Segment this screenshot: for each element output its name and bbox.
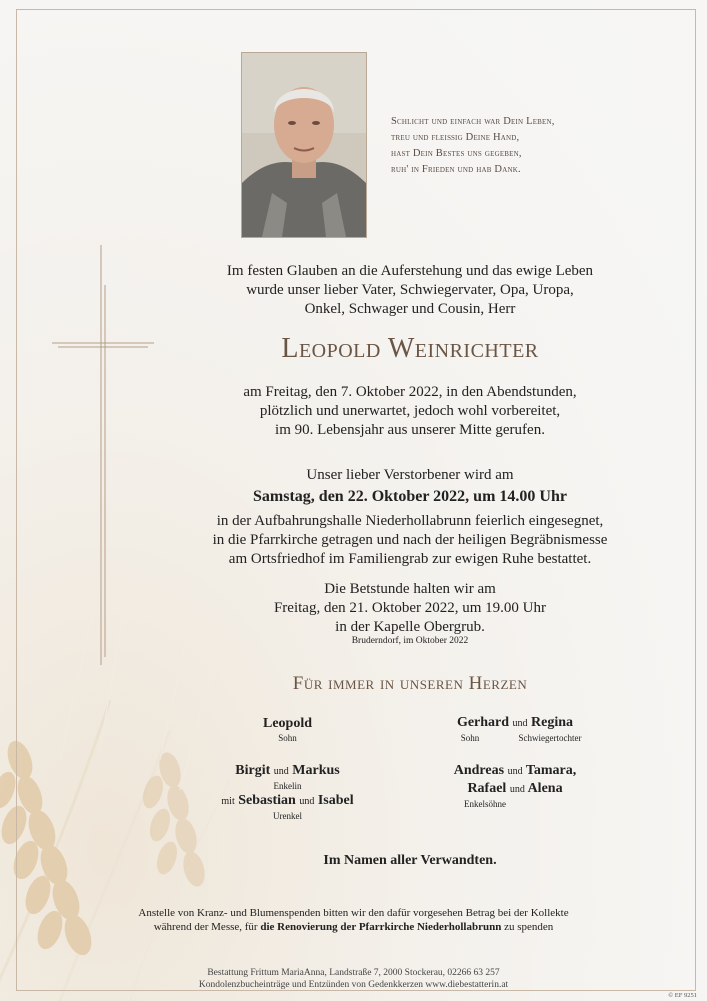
family-name: Leopold	[262, 716, 312, 731]
portrait-image	[242, 53, 366, 237]
prayer-line: in der Kapelle Obergrub.	[335, 619, 485, 635]
section-heading: Für immer in unseren Herzen	[292, 673, 528, 694]
poem-line: treu und fleißig Deine Hand,	[391, 132, 520, 143]
donation-line: Anstelle von Kranz- und Blumenspenden bitten wir den dafür vorgesehen Betrag bei der Kollekte	[138, 907, 569, 919]
portrait-photo	[241, 52, 367, 238]
deceased-name: Leopold Weinrichter	[281, 333, 539, 364]
relation-label: Enkelsöhne	[464, 799, 506, 809]
conjunction: und	[273, 766, 289, 777]
funeral-date: Samstag, den 22. Oktober 2022, um 14.00 Uhr	[253, 488, 567, 505]
prayer-text	[160, 580, 660, 637]
prayer-line: Die Betstunde halten wir am	[324, 581, 496, 597]
relation-label: Sohn	[278, 733, 297, 743]
family-name: Markus	[292, 763, 340, 778]
death-line: plötzlich und unerwartet, jedoch wohl vorbereitet,	[259, 403, 561, 419]
condolence-link: Kondolenzbucheinträge und Entzünden von Gedenkkerzen www.diebestatterin.at	[198, 980, 509, 990]
relation-label: Schwiegertochter	[518, 733, 582, 743]
intro-line: wurde unser lieber Vater, Schwiegervater, Opa, Uropa,	[246, 282, 574, 298]
family-birgit-markus	[205, 762, 370, 822]
place-date: Bruderndorf, im Oktober 2022	[351, 636, 469, 646]
poem-line: Schlicht und einfach war Dein Leben,	[391, 116, 555, 127]
family-name: Birgit	[235, 763, 271, 778]
donation-part: während der Messe, für	[153, 921, 261, 933]
family-name: Gerhard	[456, 715, 510, 730]
family-name: Isabel	[317, 793, 354, 808]
relation-label: Urenkel	[273, 811, 302, 821]
donation-line	[0, 920, 707, 934]
conjunction: und	[507, 766, 523, 777]
donation-purpose: die Renovierung der Pfarrkirche Niederhollabrunn	[260, 921, 502, 933]
family-name: Alena	[527, 781, 563, 796]
intro-line: Im festen Glauben an die Auferstehung und das ewige Leben	[226, 263, 594, 279]
footer	[0, 967, 707, 991]
conjunction: und	[509, 784, 525, 795]
family-name: Sebastian	[238, 793, 296, 808]
relation-label: Enkelin	[273, 781, 302, 791]
relation-label: Sohn	[460, 733, 480, 743]
family-andreas-tamara-rafael-alena	[430, 762, 600, 810]
death-text	[160, 383, 660, 440]
funeral-line: am Ortsfriedhof im Familiengrab zur ewigen Ruhe bestattet.	[228, 551, 592, 567]
family-gerhard-regina	[420, 714, 610, 744]
donation-text	[0, 906, 707, 934]
relatives-line: Im Namen aller Verwandten.	[323, 853, 497, 868]
death-line: im 90. Lebensjahr aus unserer Mitte gerufen.	[275, 422, 545, 438]
death-line: am Freitag, den 7. Oktober 2022, in den Abendstunden,	[243, 384, 577, 400]
family-name: Regina	[531, 715, 574, 730]
family-name: Rafael	[467, 781, 507, 796]
funeral-line: in die Pfarrkirche getragen und nach der heiligen Begräbnismesse	[212, 532, 608, 548]
intro-line: Onkel, Schwager und Cousin, Herr	[304, 301, 516, 317]
intro-text	[160, 262, 660, 319]
poem-line: hast Dein Bestes uns gegeben,	[391, 148, 522, 159]
prayer-line: Freitag, den 21. Oktober 2022, um 19.00 Uhr	[273, 600, 547, 616]
funeral-text	[160, 512, 660, 569]
family-leopold	[230, 715, 345, 744]
family-name: Tamara,	[525, 763, 577, 778]
family-name: Andreas	[453, 763, 505, 778]
undertaker-address: Bestattung Frittum MariaAnna, Landstraße 7, 2000 Stockerau, 02266 63 257	[207, 968, 500, 978]
cross-icon	[52, 245, 154, 665]
conjunction: und	[512, 718, 528, 729]
funeral-line: in der Aufbahrungshalle Niederhollabrunn feierlich eingesegnet,	[216, 513, 604, 529]
conjunction: und	[299, 796, 315, 807]
document-code: © EF 9251	[668, 992, 697, 999]
donation-part: zu spenden	[501, 921, 554, 933]
funeral-intro: Unser lieber Verstorbener wird am	[306, 467, 514, 483]
poem	[391, 114, 651, 178]
conjunction: mit	[221, 796, 235, 807]
poem-line: ruh' in Frieden und hab Dank.	[391, 164, 521, 175]
